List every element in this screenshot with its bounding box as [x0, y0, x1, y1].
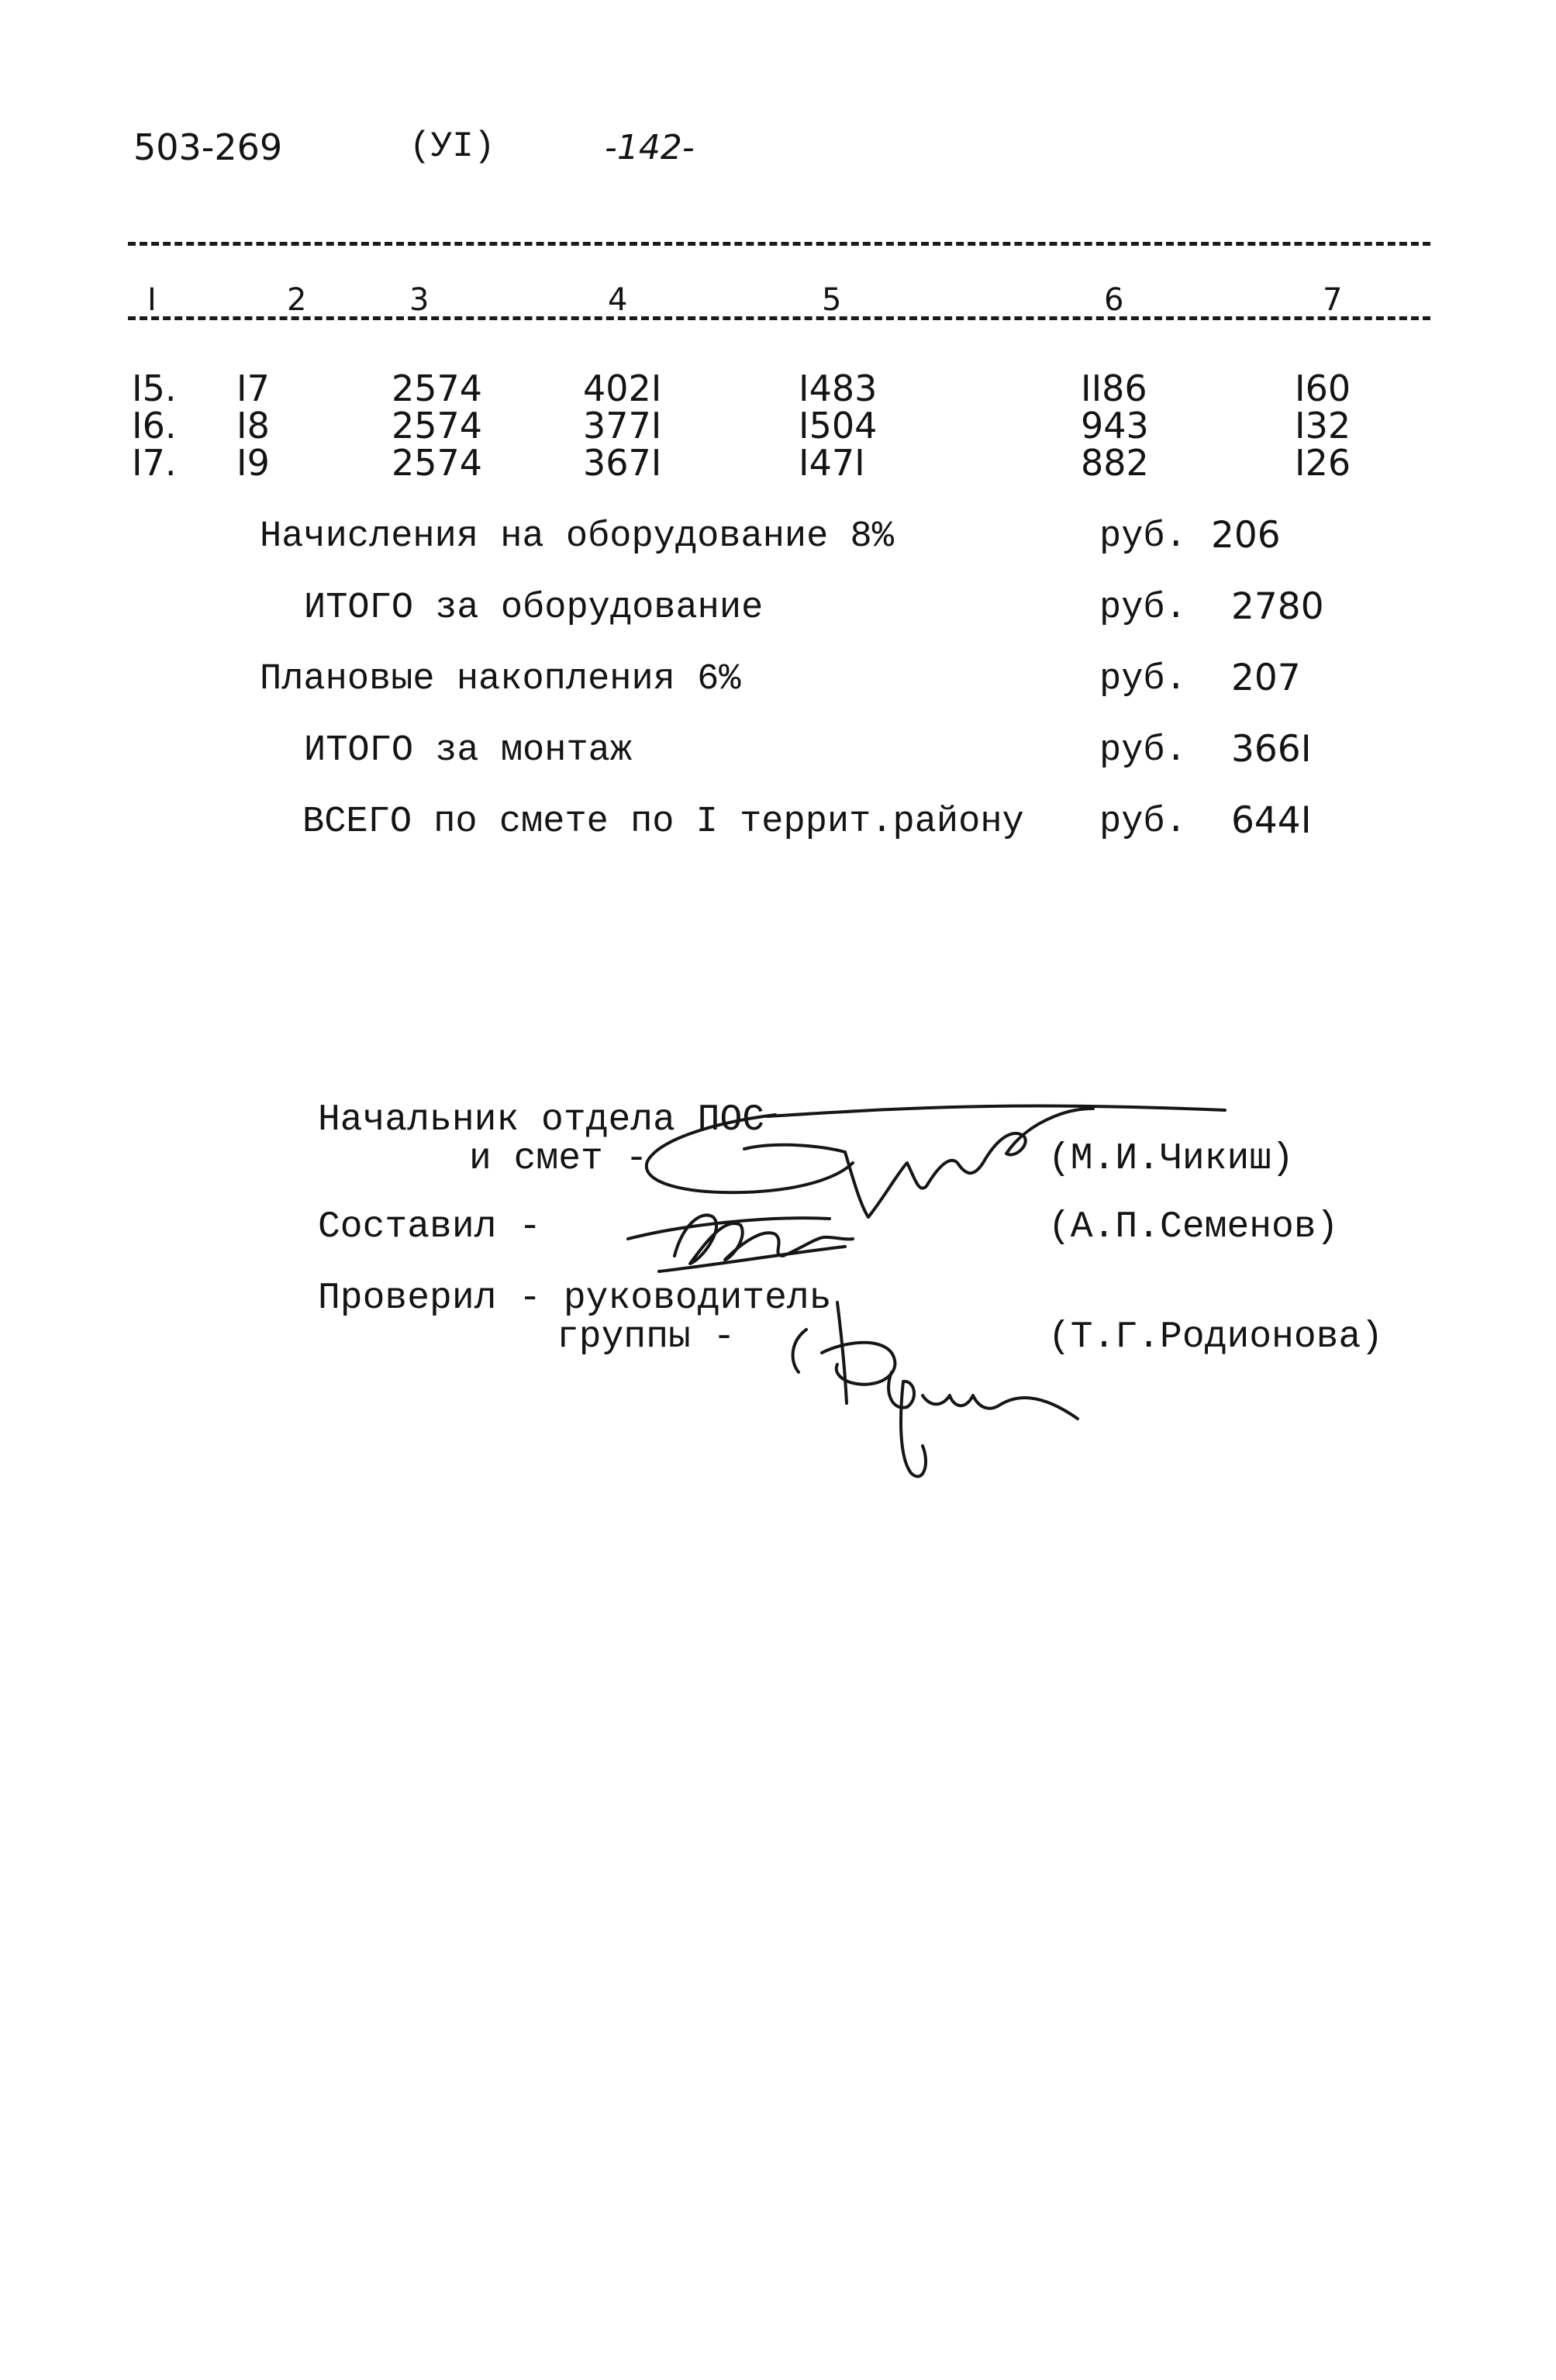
summary-label: Плановые накопления 6%	[260, 659, 741, 700]
checked-name: (Т.Г.Родионова)	[1048, 1316, 1384, 1358]
summary-label: ИТОГО за оборудование	[304, 588, 764, 629]
cell: 2574	[392, 405, 483, 447]
cell: I483	[799, 367, 878, 409]
cell: I47I	[799, 442, 865, 484]
column-header-2: 2	[287, 282, 307, 318]
summary-label: ИТОГО за монтаж	[304, 730, 633, 771]
summary-value: 2780	[1231, 585, 1324, 628]
summary-label: Начисления на оборудование 8%	[260, 516, 894, 557]
column-header-1: I	[147, 282, 157, 318]
cell: 402I	[583, 367, 662, 409]
checker-signature	[793, 1302, 1078, 1477]
page-number: -142-	[605, 128, 695, 167]
cell: 882	[1081, 442, 1149, 484]
column-header-7: 7	[1323, 282, 1343, 318]
cell: 367I	[583, 442, 662, 484]
summary-value: 366I	[1231, 728, 1312, 771]
compiled-name: (А.П.Семенов)	[1048, 1206, 1339, 1248]
cell: I60	[1295, 367, 1351, 409]
cell: I7	[236, 367, 270, 409]
checked-title-line2: группы -	[557, 1316, 736, 1358]
summary-unit: руб.	[1099, 659, 1187, 700]
cell: II86	[1081, 367, 1147, 409]
summary-value: 644I	[1231, 799, 1312, 842]
column-header-3: 3	[409, 282, 430, 318]
summary-value: 207	[1231, 657, 1301, 699]
cell: I6.	[132, 405, 177, 447]
document-section: (УI)	[409, 126, 495, 167]
cell: I7.	[132, 442, 177, 484]
cell: I5.	[132, 367, 177, 409]
cell: 2574	[392, 442, 483, 484]
cell: I9	[236, 442, 270, 484]
summary-label: ВСЕГО по смете по I террит.району	[302, 802, 1024, 843]
cell: I32	[1295, 405, 1351, 447]
compiled-label: Составил -	[318, 1206, 542, 1248]
cell: I26	[1295, 442, 1351, 484]
cell: 943	[1081, 405, 1149, 447]
column-header-6: 6	[1104, 282, 1124, 318]
checked-title-line1: Проверил - руководитель	[318, 1278, 832, 1319]
column-header-4: 4	[608, 282, 628, 318]
chief-title-line1: Начальник отдела ПОС	[318, 1099, 765, 1141]
cell: I8	[236, 405, 270, 447]
chief-name: (М.И.Чикиш)	[1048, 1138, 1294, 1180]
chief-signature	[647, 1106, 1225, 1217]
summary-value: 206	[1211, 514, 1281, 557]
summary-unit: руб.	[1099, 588, 1187, 629]
summary-unit: руб.	[1099, 802, 1187, 843]
compiler-signature	[628, 1215, 853, 1271]
column-header-5: 5	[822, 282, 842, 318]
summary-unit: руб.	[1099, 730, 1187, 771]
document-code: 503-269	[133, 126, 283, 168]
cell: I504	[799, 405, 878, 447]
chief-title-line2: и смет -	[469, 1138, 648, 1180]
summary-unit: руб.	[1099, 516, 1187, 557]
cell: 377I	[583, 405, 662, 447]
cell: 2574	[392, 367, 483, 409]
